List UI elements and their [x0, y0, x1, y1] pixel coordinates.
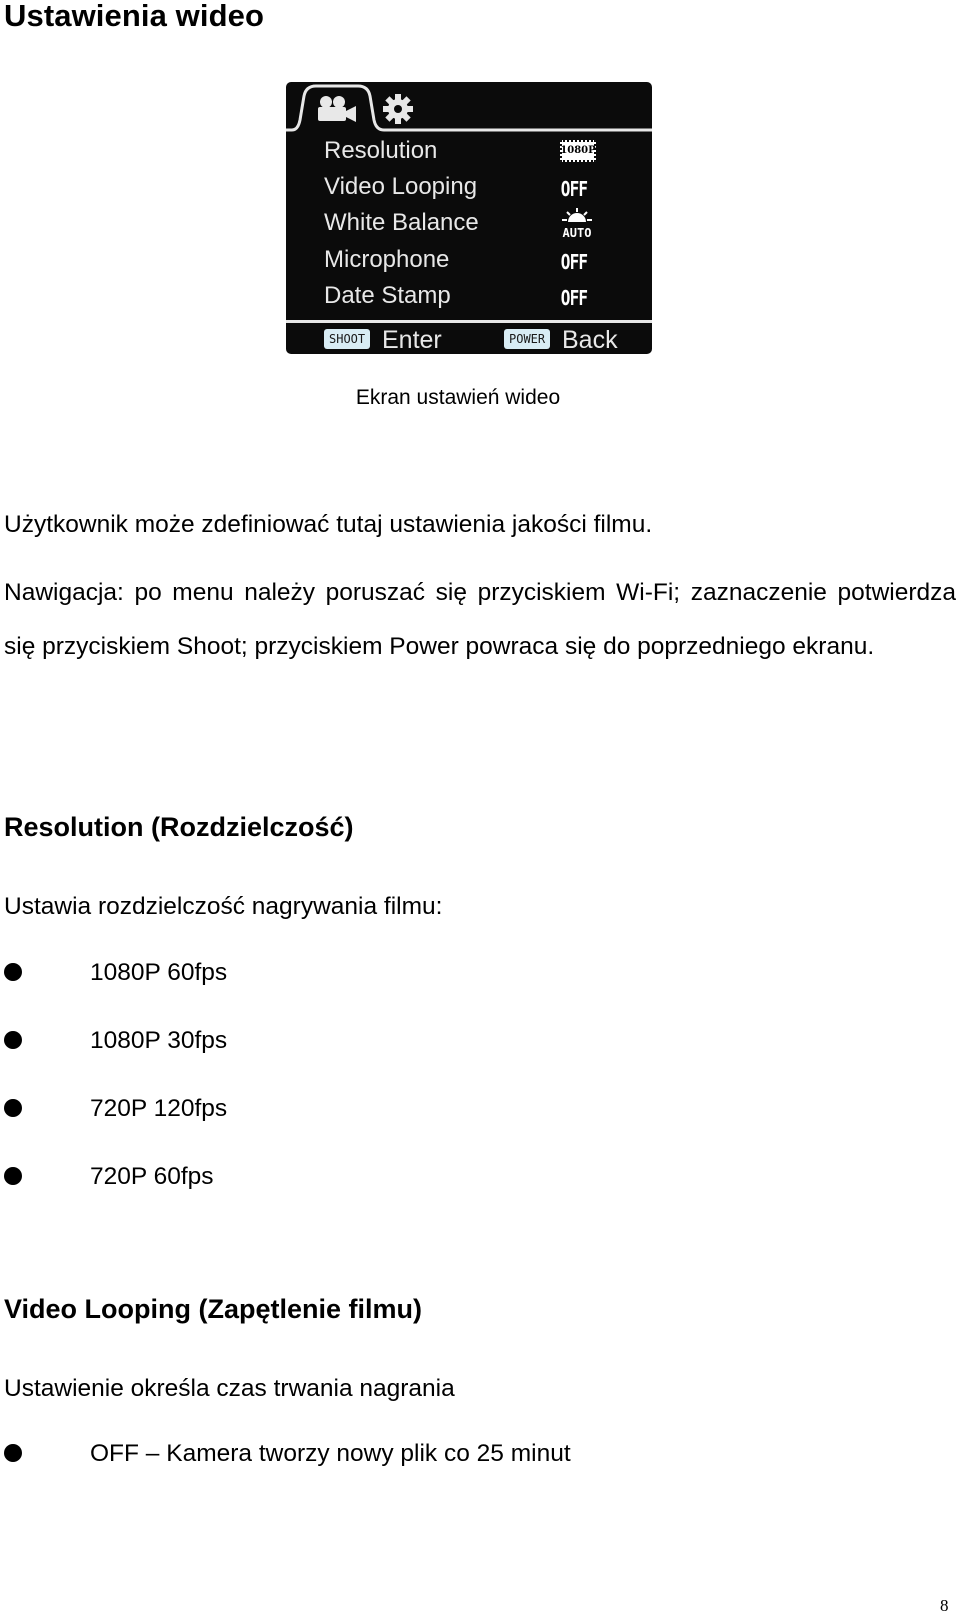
bullet-icon — [4, 963, 22, 981]
section-heading-resolution: Resolution (Rozdzielczość) — [4, 812, 354, 842]
list-item — [0, 1089, 900, 1129]
page-number: 8 — [940, 1596, 949, 1615]
section-description-resolution: Ustawia rozdzielczość nagrywania filmu: — [4, 893, 443, 920]
resolution-1080p-badge: 1080P — [560, 140, 596, 162]
enter-action-label: Enter — [382, 326, 442, 354]
shoot-button-label[interactable]: SHOOT — [324, 329, 370, 349]
list-item-text: 720P 60fps — [90, 1163, 214, 1190]
menu-item-label: White Balance — [324, 209, 479, 236]
white-balance-value: AUTO — [562, 226, 592, 239]
menu-item-label: Video Looping — [324, 173, 478, 200]
tab-bar — [286, 82, 652, 132]
camera-footer-bar — [286, 320, 652, 354]
menu-item-value: OFF — [560, 286, 588, 310]
menu-item-label: Microphone — [324, 246, 450, 273]
sun-auto-icon — [559, 207, 595, 239]
section-description-video-looping: Ustawienie określa czas trwania nagrania — [4, 1375, 455, 1402]
bullet-icon — [4, 1167, 22, 1185]
navigation-paragraph: Nawigacja: po menu należy poruszać się przyciskiem Wi-Fi; zaznaczenie potwierdza się przyciskiem Shoot; przyciskiem Power powraca się do poprzedniego ekranu. — [4, 579, 956, 660]
menu-item-label: Resolution — [324, 137, 438, 164]
section-heading-video-looping: Video Looping (Zapętlenie filmu) — [4, 1294, 422, 1324]
bullet-icon — [4, 1099, 22, 1117]
page-title: Ustawienia wideo — [4, 0, 264, 33]
figure-caption: Ekran ustawień wideo — [355, 386, 561, 409]
list-item-text: OFF – Kamera tworzy nowy plik co 25 minut — [90, 1440, 571, 1467]
bullet-icon — [4, 1444, 22, 1462]
intro-paragraph: Użytkownik może zdefiniować tutaj ustawienia jakości filmu. — [4, 511, 653, 538]
menu-item-microphone[interactable] — [324, 242, 624, 278]
back-action-label: Back — [562, 326, 618, 354]
list-item-text: 1080P 30fps — [90, 1027, 228, 1054]
bullet-icon — [4, 1031, 22, 1049]
menu-item-value: OFF — [560, 177, 588, 201]
list-item — [0, 1157, 900, 1197]
list-item — [0, 1021, 900, 1061]
menu-item-white-balance[interactable] — [324, 205, 624, 241]
camera-settings-screen — [286, 82, 652, 354]
power-button-label[interactable]: POWER — [504, 329, 550, 349]
list-item — [0, 953, 900, 993]
menu-item-value: OFF — [560, 250, 588, 274]
list-item-text: 720P 120fps — [90, 1095, 228, 1122]
list-item — [0, 1434, 900, 1474]
gear-icon — [383, 94, 413, 124]
menu-item-label: Date Stamp — [324, 282, 451, 309]
video-camera-icon — [318, 96, 356, 122]
menu-item-date-stamp[interactable] — [324, 278, 624, 314]
list-item-text: 1080P 60fps — [90, 959, 228, 986]
menu-item-video-looping[interactable] — [324, 169, 624, 205]
